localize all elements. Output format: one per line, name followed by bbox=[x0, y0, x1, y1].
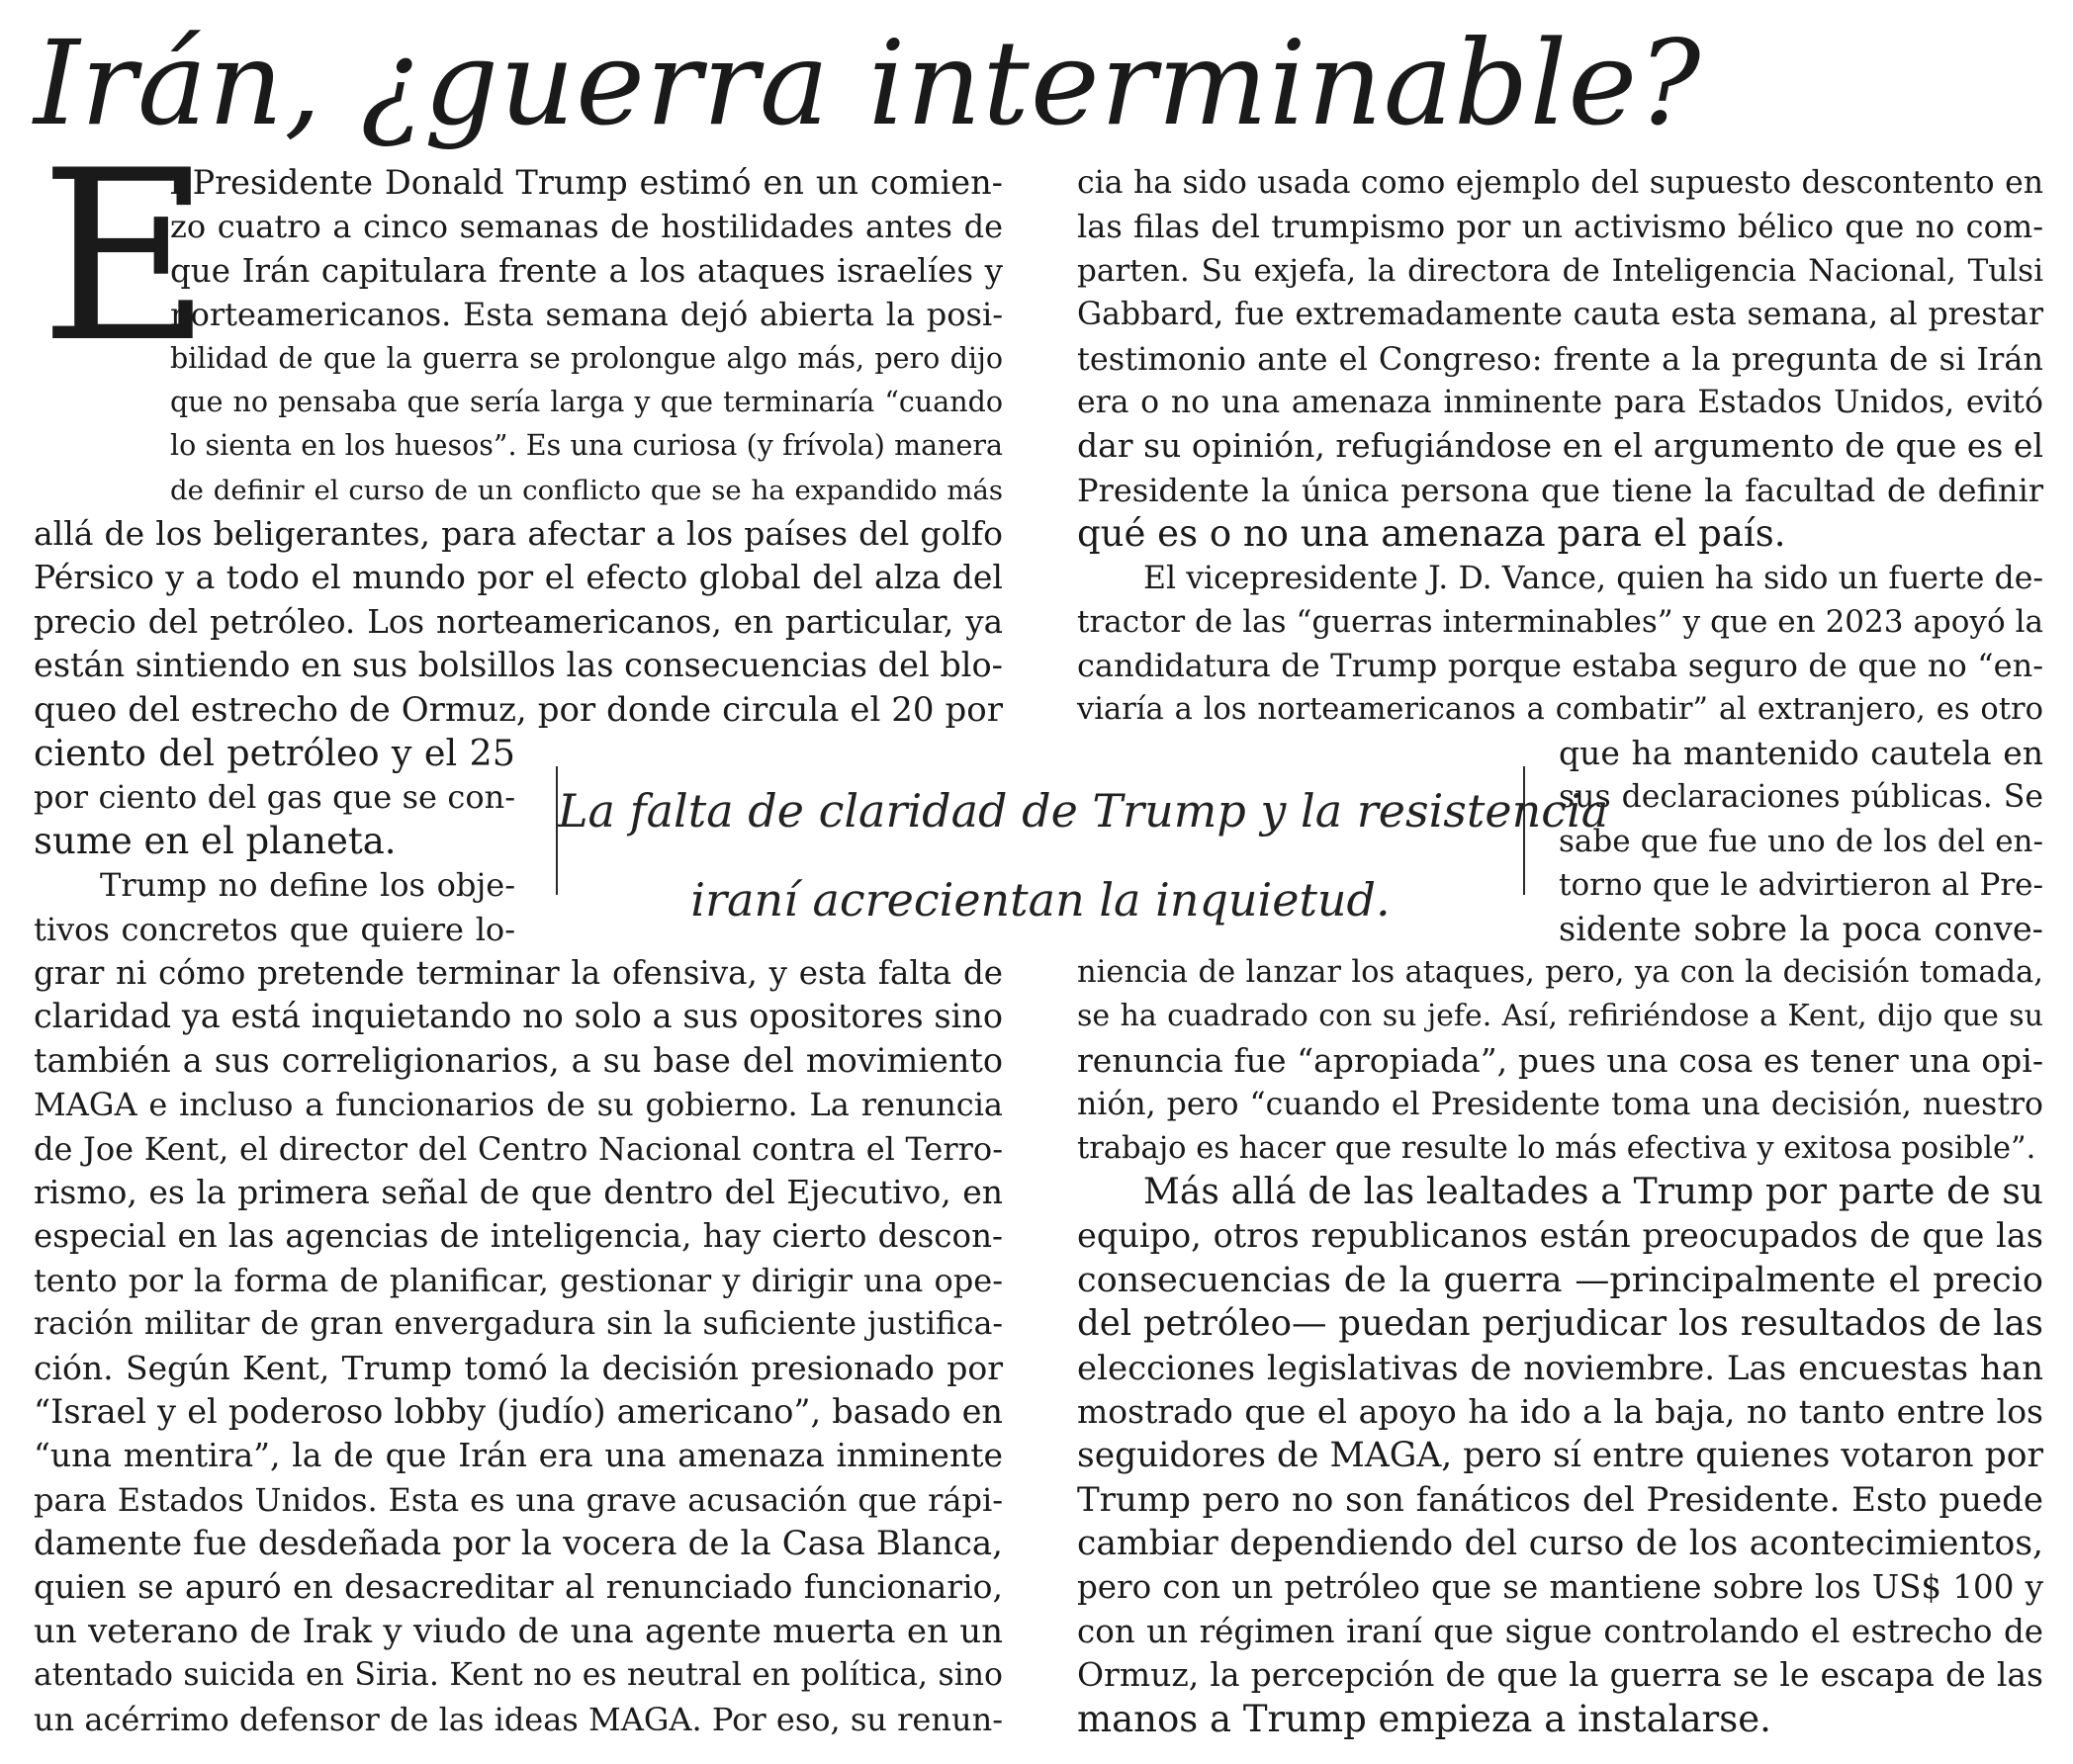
text-line: rismo, es la primera señal de que dentro del Ejecutivo, en bbox=[34, 1172, 1003, 1211]
text-line: tractor de las “guerras interminables” y que en 2023 apoyó la bbox=[1077, 603, 2043, 640]
drop-cap: E bbox=[40, 121, 212, 395]
text-line: especial en las agencias de inteligencia, hay cierto descon- bbox=[34, 1217, 1003, 1256]
text-line: se ha cuadrado con su jefe. Así, refiriéndose a Kent, dijo que su bbox=[1077, 999, 2043, 1034]
text-line: “Israel y el poderoso lobby (judío) americano”, basado en bbox=[34, 1391, 1003, 1431]
text-line: están sintiendo en sus bolsillos las consecuencias del blo- bbox=[34, 646, 1003, 685]
text-line: ciento del petróleo y el 25 bbox=[34, 732, 515, 774]
text-line: pero con un petróleo que se mantiene sobre los US$ 100 y bbox=[1077, 1568, 2043, 1607]
text-line: MAGA e incluso a funcionarios de su gobierno. La renuncia bbox=[34, 1086, 1003, 1124]
text-line: Gabbard, fue extremadamente cauta esta semana, al prestar bbox=[1077, 297, 2043, 333]
text-line: nión, pero “cuando el Presidente toma una decisión, nuestro bbox=[1077, 1087, 2043, 1123]
text-line: viaría a los norteamericanos a combatir” al extranjero, es otro bbox=[1077, 691, 2043, 727]
text-line: sus declaraciones públicas. Se bbox=[1559, 779, 2043, 816]
text-line: equipo, otros republicanos están preocupados de que las bbox=[1077, 1216, 2043, 1256]
text-line: ración militar de gran envergadura sin la suficiente justifica- bbox=[34, 1306, 1003, 1343]
column-2-narrow bbox=[1559, 732, 2043, 951]
text-line: mostrado que el apoyo ha ido a la baja, no tanto entre los bbox=[1077, 1391, 2043, 1431]
text-line: tivos concretos que quiere lo- bbox=[34, 910, 515, 948]
text-line: que ha mantenido cautela en bbox=[1559, 734, 2043, 772]
text-line: Ormuz, la percepción de que la guerra se le escapa de las bbox=[1077, 1655, 2043, 1695]
text-line: lo sienta en los huesos”. Es una curiosa (y frívola) manera bbox=[170, 429, 1003, 463]
column-1-top bbox=[170, 161, 1003, 512]
text-line: seguidores de MAGA, pero sí entre quienes votaron por bbox=[1077, 1436, 2043, 1476]
text-line: Pérsico y a todo el mundo por el efecto global del alza del bbox=[34, 558, 1003, 597]
text-line: Trump pero no son fanáticos del Presidente. Esto puede bbox=[1077, 1479, 2043, 1520]
pull-quote bbox=[556, 766, 1609, 926]
text-line: bilidad de que la guerra se prolongue algo más, pero dijo bbox=[170, 341, 1003, 375]
text-line: consecuencias de la guerra —principalmente el precio bbox=[1077, 1260, 2043, 1300]
text-line: sume en el planeta. bbox=[34, 819, 397, 862]
text-line: renuncia fue “apropiada”, pues una cosa es tener una opi- bbox=[1077, 1040, 2043, 1080]
text-line: niencia de lanzar los ataques, pero, ya con la decisión tomada, bbox=[1077, 955, 2043, 990]
text-line: zo cuatro a cinco semanas de hostilidades antes de bbox=[170, 208, 1003, 246]
text-line: parten. Su exjefa, la directora de Inteligencia Nacional, Tulsi bbox=[1077, 252, 2043, 289]
text-line: también a sus correligionarios, a su base del movimiento bbox=[34, 1040, 1003, 1080]
text-line: grar ni cómo pretende terminar la ofensiva, y esta falta de bbox=[34, 954, 1003, 992]
text-line: tento por la forma de planificar, gestionar y dirigir una ope- bbox=[34, 1261, 1003, 1299]
text-line: para Estados Unidos. Esta es una grave acusación que rápi- bbox=[34, 1480, 1003, 1519]
text-line: trabajo es hacer que resulte lo más efectiva y exitosa posible”. bbox=[1077, 1130, 2036, 1166]
text-line: testimonio ante el Congreso: frente a la pregunta de si Irán bbox=[1077, 339, 2043, 378]
text-line: elecciones legislativas de noviembre. Las encuestas han bbox=[1077, 1348, 2043, 1388]
text-line: de definir el curso de un conflicto que se ha expandido más bbox=[170, 474, 1003, 506]
text-line: Más allá de las lealtades a Trump por parte de su bbox=[1143, 1171, 2043, 1212]
text-line: l Presidente Donald Trump estimó en un comien- bbox=[170, 163, 1003, 202]
pull-quote-line-2: iraní acrecientan la inquietud. bbox=[690, 873, 1391, 926]
column-1-upper bbox=[34, 512, 1003, 732]
text-line: de Joe Kent, el director del Centro Nacional contra el Terro- bbox=[34, 1129, 1003, 1168]
text-line: por ciento del gas que se con- bbox=[34, 778, 515, 817]
text-line: candidatura de Trump porque estaba seguro de que no “en- bbox=[1077, 647, 2043, 685]
text-line: atentado suicida en Siria. Kent no es neutral en política, sino bbox=[34, 1657, 1003, 1694]
text-line: cambiar dependiendo del curso de los acontecimientos, bbox=[1077, 1524, 2043, 1564]
text-line: Presidente la única persona que tiene la facultad de definir bbox=[1077, 471, 2043, 509]
text-line: qué es o no una amenaza para el país. bbox=[1077, 512, 1786, 556]
text-line: del petróleo— puedan perjudicar los resultados de las bbox=[1077, 1303, 2043, 1345]
pull-quote-line-1: La falta de claridad de Trump y la resistencia bbox=[558, 784, 1609, 838]
text-line: damente fue desdeñada por la vocera de la Casa Blanca, bbox=[34, 1524, 1003, 1564]
text-line: ción. Según Kent, Trump tomó la decisión presionado por bbox=[34, 1348, 1003, 1387]
text-line: un acérrimo defensor de las ideas MAGA. Por eso, su renun- bbox=[34, 1700, 1003, 1738]
text-line: sidente sobre la poca conve- bbox=[1559, 909, 2043, 948]
column-1-bottom bbox=[34, 951, 1003, 1741]
text-line: “una mentira”, la de que Irán era una amenaza inminente bbox=[34, 1436, 1003, 1475]
text-line: El vicepresidente J. D. Vance, quien ha sido un fuerte de- bbox=[1143, 560, 2043, 596]
column-2-bottom bbox=[1077, 951, 2043, 1741]
article-title: Irán, ¿guerra interminable? bbox=[34, 15, 1702, 151]
text-line: norteamericanos. Esta semana dejó abierta la posi- bbox=[170, 296, 1003, 334]
text-line: precio del petróleo. Los norteamericanos, en particular, ya bbox=[34, 602, 1003, 641]
text-line: que Irán capitulara frente a los ataques israelíes y bbox=[170, 251, 1003, 290]
text-line: un veterano de Irak y viudo de una agente muerta en un bbox=[34, 1611, 1003, 1651]
text-line: queo del estrecho de Ormuz, por donde circula el 20 por bbox=[34, 689, 1003, 730]
text-line: claridad ya está inquietando no solo a sus opositores sino bbox=[34, 997, 1003, 1036]
text-line: las filas del trumpismo por un activismo bélico que no com- bbox=[1077, 208, 2043, 246]
text-line: quien se apuró en desacreditar al renunciado funcionario, bbox=[34, 1567, 1003, 1607]
text-line: torno que le advirtieron al Pre- bbox=[1559, 867, 2043, 904]
text-line: era o no una amenaza inminente para Estados Unidos, evitó bbox=[1077, 384, 2043, 420]
text-line: manos a Trump empieza a instalarse. bbox=[1077, 1697, 1771, 1740]
text-line: allá de los beligerantes, para afectar a los países del golfo bbox=[34, 514, 1003, 553]
column-2-top bbox=[1077, 161, 2043, 732]
text-line: dar su opinión, refugiándose en el argumento de que es el bbox=[1077, 426, 2043, 466]
text-line: cia ha sido usada como ejemplo del supuesto descontento en bbox=[1077, 165, 2043, 201]
column-1-narrow bbox=[34, 732, 515, 951]
text-line: que no pensaba que sería larga y que terminaría “cuando bbox=[170, 385, 1003, 418]
text-line: Trump no define los obje- bbox=[100, 866, 515, 905]
text-line: con un régimen iraní que sigue controlando el estrecho de bbox=[1077, 1612, 2043, 1650]
text-line: sabe que fue uno de los del en- bbox=[1559, 823, 2043, 859]
